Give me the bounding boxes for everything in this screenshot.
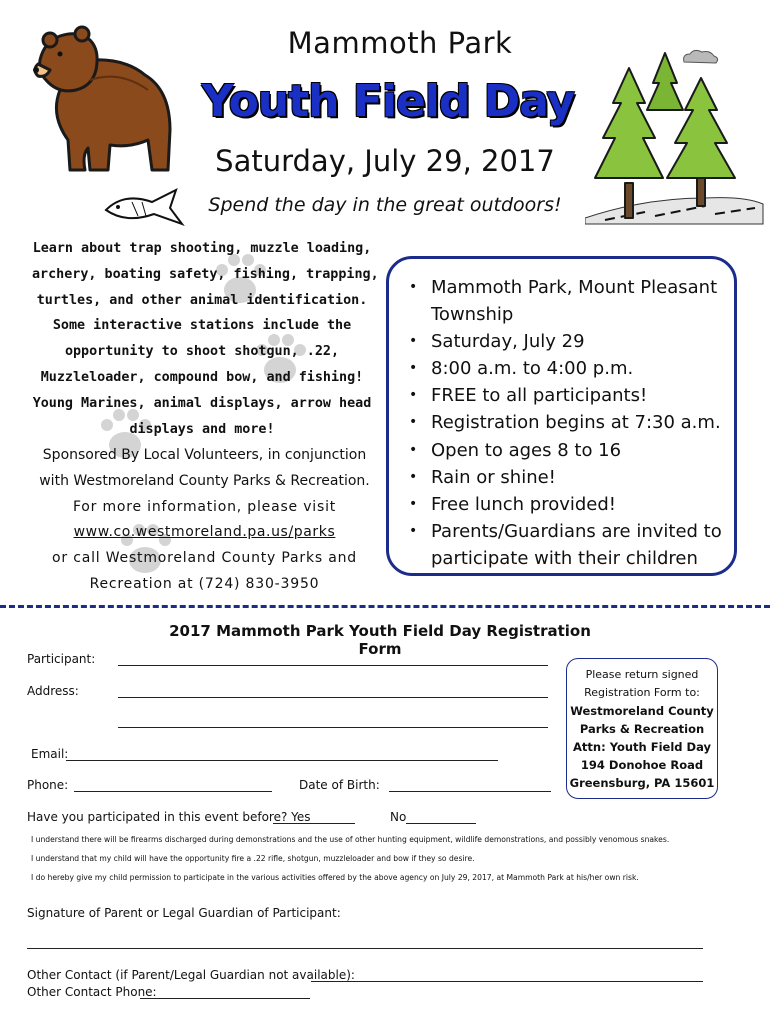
- return-instruction-line-1: Please return signed: [585, 668, 699, 681]
- description-line: archery, boating safety, fishing, trapping,: [32, 266, 379, 282]
- info-item-lunch: • Free lunch provided!: [407, 491, 724, 518]
- parks-website-link[interactable]: www.co.westmoreland.pa.us/parks: [73, 524, 336, 541]
- signature-label: Signature of Parent or Legal Guardian of Participant:: [27, 906, 341, 920]
- description-line: Muzzleloader, compound bow, and fishing!: [40, 369, 364, 385]
- return-org-line-2: Parks & Recreation: [579, 722, 705, 736]
- participant-label: Participant:: [27, 652, 96, 666]
- return-city: Greensburg, PA 15601: [569, 776, 715, 790]
- event-date: Saturday, July 29, 2017: [215, 144, 555, 178]
- participant-field[interactable]: [118, 665, 548, 666]
- form-title: 2017 Mammoth Park Youth Field Day Registration Form: [169, 622, 591, 658]
- info-item-registration: • Registration begins at 7:30 a.m.: [407, 409, 724, 436]
- address-field[interactable]: [118, 697, 548, 698]
- sponsor-info: [32, 443, 377, 598]
- address-label: Address:: [27, 684, 79, 698]
- sponsor-line: with Westmoreland County Parks & Recreation.: [39, 472, 370, 489]
- address-field-line-2[interactable]: [118, 727, 548, 728]
- email-field[interactable]: [66, 760, 498, 761]
- phone-text: Recreation at (724) 830-3950: [89, 575, 320, 592]
- dob-field[interactable]: [389, 791, 551, 792]
- description-line: opportunity to shoot shotgun, .22,: [64, 344, 340, 360]
- fish-icon: [102, 186, 187, 228]
- no-label: No: [390, 810, 407, 824]
- description-line: displays and more!: [129, 421, 275, 437]
- tagline: Spend the day in the great outdoors!: [208, 194, 562, 216]
- other-contact-label: Other Contact (if Parent/Legal Guardian not available):: [27, 968, 355, 982]
- phone-field[interactable]: [74, 791, 272, 792]
- pine-trees-icon: [585, 48, 765, 228]
- return-address-box: [566, 658, 718, 799]
- description-line: Some interactive stations include the: [52, 318, 352, 334]
- info-item-ages: • Open to ages 8 to 16: [407, 437, 724, 464]
- description-line: Young Marines, animal displays, arrow head: [32, 395, 372, 411]
- call-text: or call Westmoreland County Parks and: [52, 550, 357, 567]
- event-info-box: [386, 256, 737, 576]
- sponsor-line: Sponsored By Local Volunteers, in conjunction: [42, 447, 367, 463]
- info-item-cost: • FREE to all participants!: [407, 382, 724, 409]
- other-contact-phone-field[interactable]: [140, 998, 310, 999]
- bear-icon: [30, 20, 185, 190]
- participated-yes-field[interactable]: [273, 823, 355, 824]
- participated-no-field[interactable]: [406, 823, 476, 824]
- email-label: Email:: [31, 747, 69, 761]
- signature-field[interactable]: [27, 948, 703, 949]
- info-item-location: • Mammoth Park, Mount Pleasant Township: [407, 274, 724, 328]
- return-org-line-1: Westmoreland County: [570, 704, 714, 718]
- description-line: turtles, and other animal identification.: [36, 292, 368, 308]
- more-info-text: For more information, please visit: [72, 498, 337, 515]
- other-contact-field[interactable]: [311, 981, 703, 982]
- dob-label: Date of Birth:: [299, 778, 380, 792]
- notice-opportunity: I understand that my child will have the opportunity fire a .22 rifle, shotgun, muzzleloader and bow if they so desire.: [31, 854, 475, 863]
- return-attn: Attn: Youth Field Day: [573, 740, 711, 754]
- other-contact-phone-label: Other Contact Phone:: [27, 985, 157, 999]
- notice-permission: I do hereby give my child permission to participate in the various activities offered by the above agency on July 29, 2017, at Mammoth Park at his/her own risk.: [31, 873, 639, 882]
- return-instruction-line-2: Registration Form to:: [584, 686, 700, 699]
- info-item-parents: • Parents/Guardians are invited to participate with their children: [407, 518, 724, 572]
- info-item-time: • 8:00 a.m. to 4:00 p.m.: [407, 355, 724, 382]
- info-item-weather: • Rain or shine!: [407, 464, 724, 491]
- phone-label: Phone:: [27, 778, 69, 792]
- description-line: Learn about trap shooting, muzzle loading,: [32, 241, 372, 256]
- notice-firearms: I understand there will be firearms discharged during demonstrations and the use of other hunting equipment, wildlife demonstrations, and possibly venomous snakes.: [31, 835, 670, 844]
- cut-line-divider: [0, 605, 770, 608]
- activity-description: [32, 236, 379, 442]
- info-item-date: • Saturday, July 29: [407, 328, 724, 355]
- event-info-list: [407, 274, 724, 572]
- event-title: Youth Field Day: [201, 76, 575, 127]
- park-name: Mammoth Park: [287, 26, 513, 60]
- return-street: 194 Donohoe Road: [580, 758, 704, 772]
- participated-question: Have you participated in this event before? Yes: [27, 810, 311, 824]
